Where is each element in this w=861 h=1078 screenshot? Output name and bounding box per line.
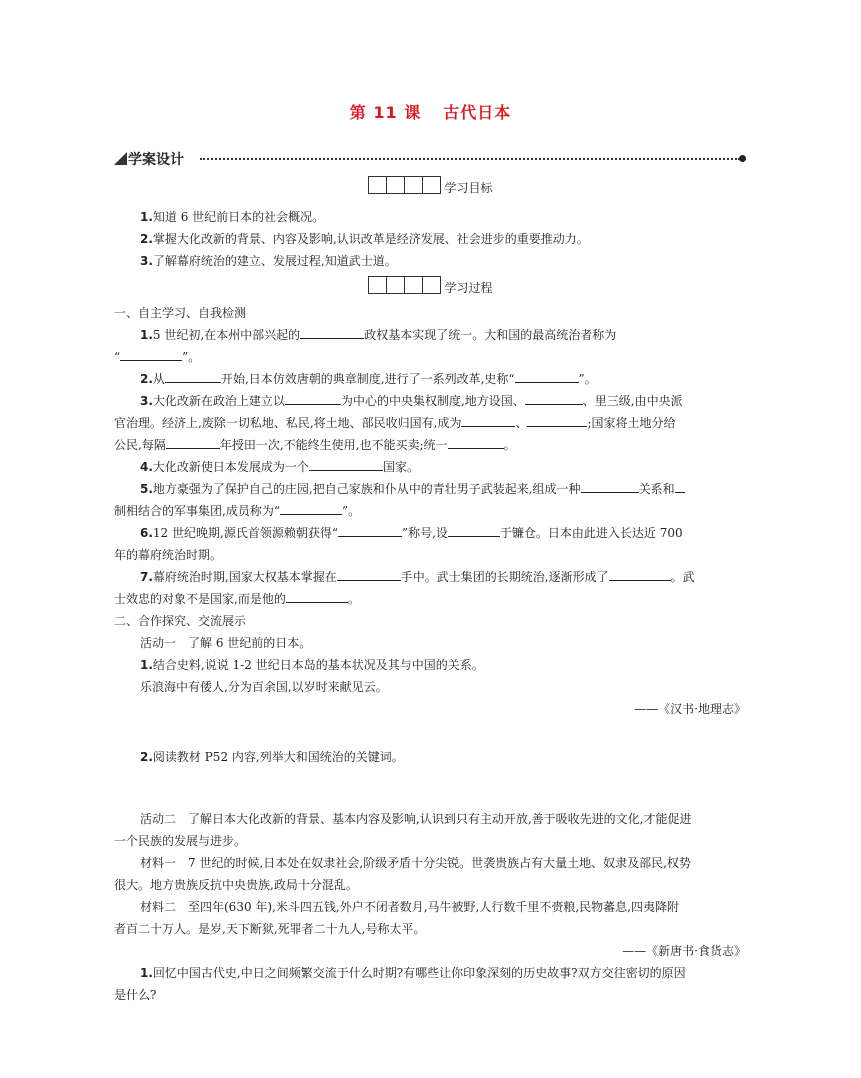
goal-item: 2.掌握大化改新的背景、内容及影响,认识改革是经济发展、社会进步的重要推动力。 [140,232,589,246]
question-3-cont: 公民,每隔 年授田一次,不能终生使用,也不能买卖;统一 。 [114,434,746,456]
answer-blank[interactable] [300,324,364,339]
activity-2-title: 活动二 了解日本大化改新的背景、基本内容及影响,认识到只有主动开放,善于吸收先进的文化,才能促进 [140,812,692,826]
question-6-cont: 年的幕府统治时期。 [114,548,223,562]
answer-blank[interactable] [285,390,341,405]
material-source: ——《新唐书·食货志》 [622,944,746,958]
answer-blank[interactable] [309,456,383,471]
answer-blank[interactable] [280,500,342,515]
question-1-cont: “ ”。 [114,346,746,368]
goal-item: 3.了解幕府统治的建立、发展过程,知道武士道。 [140,254,397,268]
banner-dotted-line [200,158,740,160]
answer-blank[interactable] [166,434,220,449]
goals-heading [0,176,861,196]
question-5-cont: 制相结合的军事集团,成员称为“ ”。 [114,500,746,522]
banner-label: 学案设计 [128,152,184,168]
activity-1-question-1: 1.结合史料,说说 1-2 世纪日本岛的基本状况及其与中国的关系。 [140,658,484,672]
answer-blank[interactable] [448,434,504,449]
answer-blank[interactable] [337,566,401,581]
lesson-name: 古代日本 [443,103,512,122]
activity-1-quote: 乐浪海中有倭人,分为百余国,以岁时来献见云。 [140,680,388,694]
answer-blank[interactable] [581,478,639,493]
answer-blank[interactable] [461,412,515,427]
question-7: 7.幕府统治时期,国家大权基本掌握在 手中。武士集团的长期统治,逐渐形成了 。武 [140,566,746,588]
process-heading [0,276,861,296]
answer-blank[interactable] [515,368,579,383]
answer-blank[interactable] [338,522,402,537]
material-1: 材料一 7 世纪的时候,日本处在奴隶社会,阶级矛盾十分尖锐。世袭贵族占有大量土地、奴隶及部民,权势 [140,856,691,870]
activity-1-title: 活动一 了解 6 世纪前的日本。 [140,636,312,650]
heading-boxes-icon [368,276,441,294]
answer-blank[interactable] [609,566,671,581]
quote-source: ——《汉书·地理志》 [634,702,746,716]
answer-blank[interactable] [120,346,182,361]
lesson-number: 第 11 课 [349,103,422,122]
answer-blank[interactable] [165,368,221,383]
material-1-cont: 很大。地方贵族反抗中央贵族,政局十分混乱。 [114,878,358,892]
answer-blank[interactable] [527,412,587,427]
question-4: 4.大化改新使日本发展成为一个 国家。 [140,456,746,478]
activity-2-question-1-cont: 是什么? [114,988,157,1002]
activity-2-title-cont: 一个民族的发展与进步。 [114,834,247,848]
banner-triangle-icon [114,152,127,165]
question-3-cont: 官治理。经济上,废除一切私地、私民,将土地、部民收归国有,成为 、 ;国家将土地分给 [114,412,746,434]
part1-heading: 一、自主学习、自我检测 [114,306,247,320]
page-title [0,100,861,123]
answer-blank[interactable] [675,478,685,493]
question-3: 3.大化改新在政治上建立以 为中心的中央集权制度,地方设国、 、里三级,由中央派 [140,390,746,412]
section-banner [114,149,746,169]
question-7-cont: 士效忠的对象不是国家,而是他的 。 [114,588,746,610]
question-2: 2.从 开始,日本仿效唐朝的典章制度,进行了一系列改革,史称“ ”。 [140,368,746,390]
process-heading-text: 学习过程 [444,281,493,295]
goal-item: 1.知道 6 世纪前日本的社会概况。 [140,210,325,224]
material-2-cont: 者百二十万人。是岁,天下断狱,死罪者二十九人,号称太平。 [114,922,426,936]
part2-heading: 二、合作探究、交流展示 [114,614,247,628]
banner-end-dot-icon [739,155,746,162]
activity-1-question-2: 2.阅读教材 P52 内容,列举大和国统治的关键词。 [140,750,404,764]
answer-blank[interactable] [448,522,500,537]
question-6: 6.12 世纪晚期,源氏首领源赖朝获得“ ”称号,设 于镰仓。日本由此进入长达近 700 [140,522,746,544]
activity-2-question-1: 1.回忆中国古代史,中日之间频繁交流于什么时期?有哪些让你印象深刻的历史故事?双方交往密切的原因 [140,966,686,980]
heading-boxes-icon [368,176,441,194]
question-5: 5.地方豪强为了保护自己的庄园,把自己家族和仆从中的青壮男子武装起来,组成一种 关系和 [140,478,746,500]
question-1: 1.5 世纪初,在本州中部兴起的 政权基本实现了统一。大和国的最高统治者称为 [140,324,746,346]
material-2: 材料二 至四年(630 年),米斗四五钱,外户不闭者数月,马牛被野,人行数千里不赍粮,民物蕃息,四夷降附 [140,900,679,914]
goals-heading-text: 学习目标 [444,181,493,195]
answer-blank[interactable] [525,390,583,405]
answer-blank[interactable] [286,588,348,603]
